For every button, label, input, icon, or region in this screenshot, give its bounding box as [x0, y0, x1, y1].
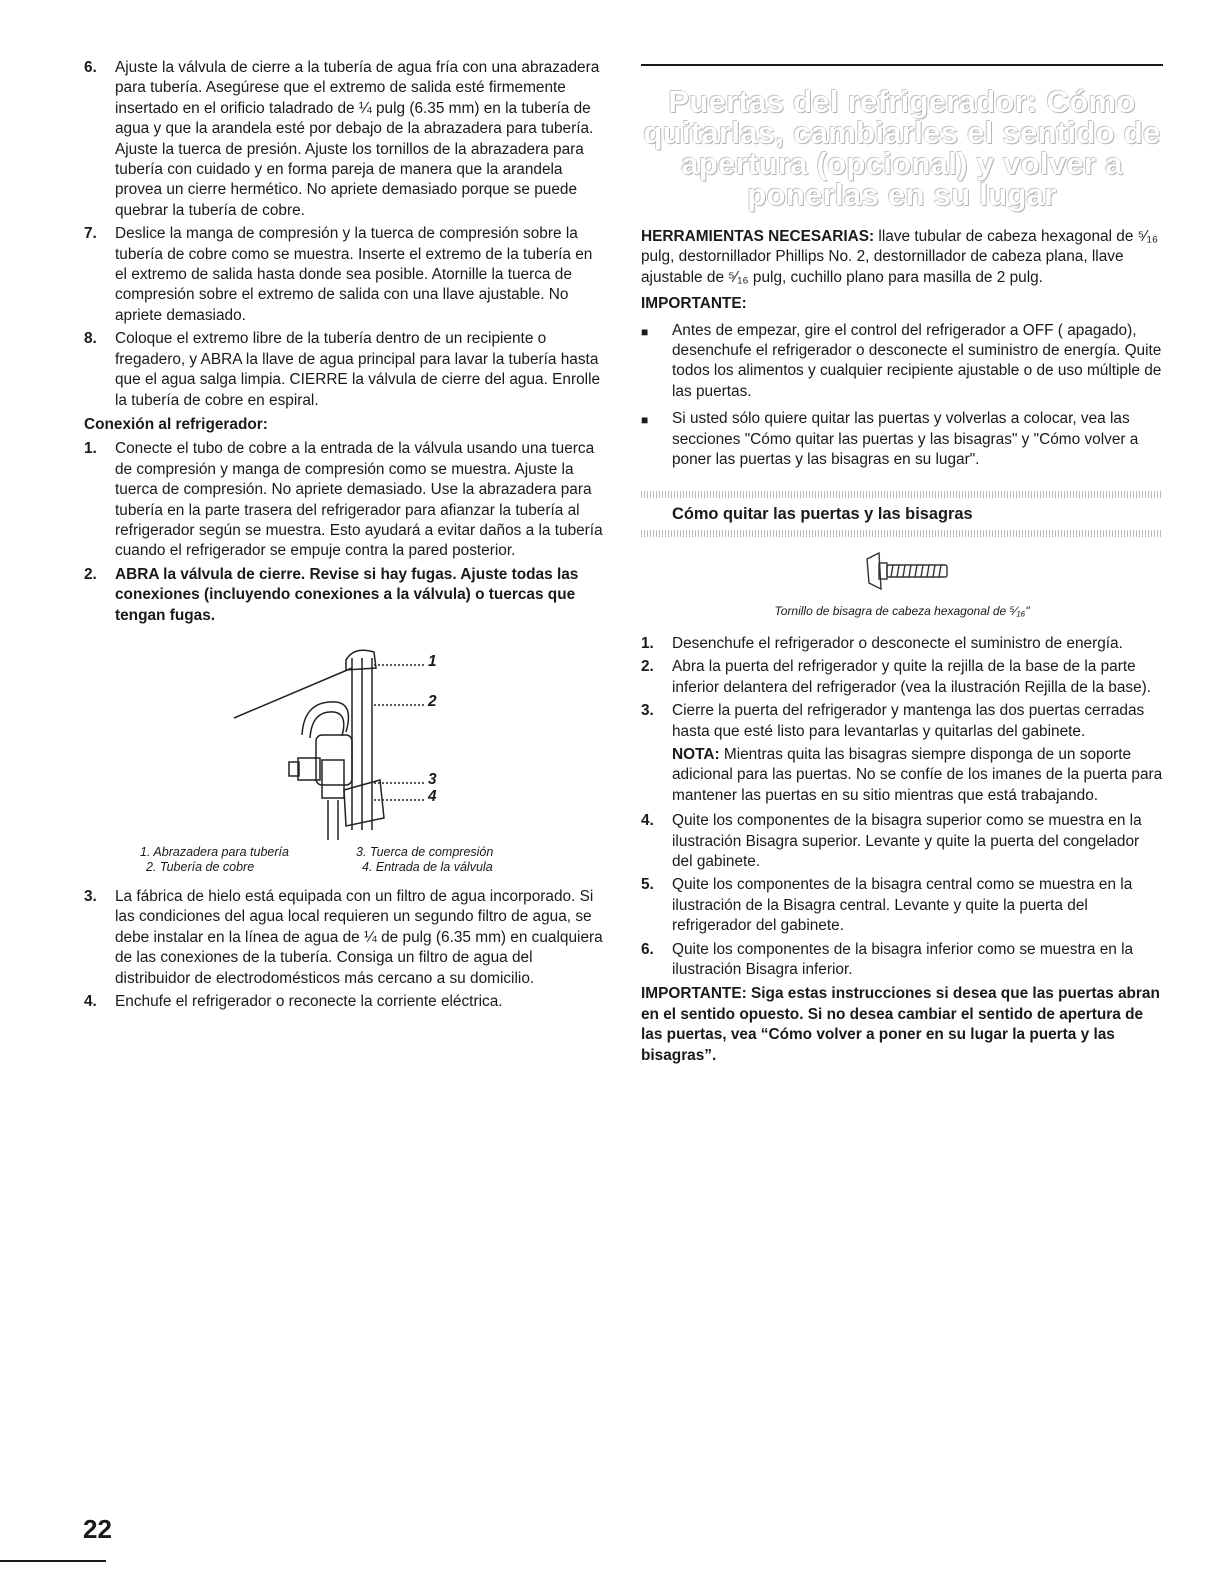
step-number: 3. [641, 702, 654, 720]
bullet-text: Antes de empezar, gire el control del refrigerador a OFF ( apagado), desenchufe el refrigerador o desconecte el suministro de energía. Quite todos los alimentos y cualquier recipiente ajustable o de uso múltiple de las puertas. [672, 321, 1162, 400]
caption-4: 4. Entrada de la válvula [362, 859, 493, 874]
section-divider-top [641, 491, 1163, 498]
step-number: 5. [641, 876, 654, 894]
figure-captions [140, 845, 604, 875]
step-text: Quite los componentes de la bisagra central como se muestra en la ilustración de la Bisagra central. Levante y quite la puerta del refrigerador del gabinete. [672, 876, 1133, 935]
step-text: Quite los componentes de la bisagra inferior como se muestra en la ilustración Bisagra inferior. [672, 940, 1134, 978]
connect-step-1 [84, 439, 604, 561]
left-column [84, 58, 604, 1015]
step-number: 8. [84, 330, 97, 348]
important-label: IMPORTANTE: [641, 295, 747, 313]
note-text: Mientras quita las bisagras siempre disponga de un soporte adicional para las puertas. No se confíe de los imanes de la puerta para mantener las puertas en su sitio mientras que está trabajando. [672, 745, 1163, 804]
step-number: 1. [641, 634, 654, 652]
connect-step-3 [84, 887, 604, 989]
screw-caption: Tornillo de bisagra de cabeza hexagonal de ⁵⁄₁₆" [774, 604, 1030, 619]
final-important: IMPORTANTE: Siga estas instrucciones si desea que las puertas abran en el sentido opuesto. Si no desea cambiar el sentido de apertura de las puertas, vea “Cómo volver a poner en su lugar la puerta y las bisagras”. [641, 985, 1160, 1064]
valve-illustration [84, 640, 604, 845]
step-7 [84, 224, 604, 326]
connect-step-4 [84, 992, 604, 1012]
step-number: 1. [84, 440, 97, 458]
callout-2: 2 [428, 692, 437, 710]
step-number: 2. [84, 565, 97, 583]
connect-step-2 [84, 565, 604, 626]
hinge-screw-illustration [641, 537, 1163, 603]
step-text: La fábrica de hielo está equipada con un filtro de agua incorporado. Si las condiciones del agua local requieren un segundo filtro de agua, se debe instalar en la línea de agua de ¼ de pulg (6.35 mm) en cualquiera de las conexiones de la tubería. Consiga un filtro de agua del distribuidor de electrodomésticos más cercano a su domicilio. [115, 887, 603, 987]
note-label: NOTA: [672, 745, 720, 763]
step-number: 2. [641, 658, 654, 676]
step-text: ABRA la válvula de cierre. Revise si hay fugas. Ajuste todas las conexiones (incluyendo conexiones a la válvula) o tuercas que tengan fugas. [115, 565, 579, 624]
step-text: Desenchufe el refrigerador o desconecte el suministro de energía. [672, 634, 1123, 652]
remove-step-5 [641, 875, 1163, 936]
remove-step-2 [641, 657, 1163, 698]
section-title: Puertas del refrigerador: Cómo quitarlas, cambiarles el sentido de apertura (opcional) y volver a ponerlas en su lugar [643, 84, 1161, 212]
bullet-square-icon: ■ [641, 413, 649, 428]
step-text: Enchufe el refrigerador o reconecte la corriente eléctrica. [115, 993, 503, 1010]
caption-2: 2. Tubería de cobre [146, 859, 255, 874]
step-text: Abra la puerta del refrigerador y quite la rejilla de la base de la parte inferior delantera del refrigerador (vea la ilustración Rejilla de la base). [672, 658, 1152, 696]
subheading-conexion: Conexión al refrigerador: [84, 415, 268, 433]
step-number: 4. [641, 812, 654, 830]
valve-diagram [84, 640, 604, 845]
step-number: 6. [641, 940, 654, 958]
step-number: 4. [84, 993, 97, 1010]
step-text: Ajuste la válvula de cierre a la tubería de agua fría con una abrazadera para tubería. Asegúrese que el extremo de salida esté firmemente insertado en el orificio taladrado de ¼ pulg (6.35 mm) en la tubería de agua y que la arandela esté por debajo de la abrazadera para tubería. Ajuste la tuerca de presión. Ajuste los tornillos de la abrazadera para tubería con cuidado y en forma pareja de manera que la arandela provea un cierre hermético. No apriete demasiado porque se puede quebrar la tubería de cobre. [115, 59, 600, 219]
caption-3: 3. Tuerca de compresión [356, 844, 494, 859]
callout-1: 1 [428, 652, 437, 670]
top-rule [641, 64, 1163, 66]
remove-step-6 [641, 940, 1163, 981]
tools-text: llave tubular de cabeza hexagonal de ⁵⁄₁₆ pulg, destornillador Phillips No. 2, destornillador de cabeza plana, llave ajustable de ⁵⁄₁₆ pulg, cuchillo plano para masilla de 2 pulg. [641, 228, 1159, 286]
step-text: Deslice la manga de compresión y la tuerca de compresión sobre la tubería de cobre como se muestra. Inserte el extremo de la tubería en el extremo de salida hasta donde sea posible. Atornille la tuerca de compresión sobre el extremo de salida con una llave ajustable. No apriete demasiado. [115, 225, 593, 324]
footer-rule [0, 1560, 106, 1562]
tools-paragraph [641, 227, 1163, 288]
section-divider-bottom [641, 530, 1163, 537]
page-number: 22 [83, 1514, 112, 1544]
remove-step-1 [641, 634, 1163, 654]
hex-screw-icon [641, 537, 1163, 603]
step-6 [84, 58, 604, 221]
step-8 [84, 329, 604, 411]
bullet-text: Si usted sólo quiere quitar las puertas y volverlas a colocar, vea las secciones "Cómo quitar las puertas y las bisagras" y "Cómo volver a poner las puertas y las bisagras en su lugar". [672, 410, 1139, 469]
tools-label: HERRAMIENTAS NECESARIAS: [641, 228, 875, 245]
bullet-square-icon: ■ [641, 324, 649, 339]
caption-col-1 [140, 845, 350, 875]
remove-step-3 [641, 701, 1163, 742]
caption-col-2 [356, 845, 566, 875]
step-text: Quite los componentes de la bisagra superior como se muestra en la ilustración Bisagra superior. Levante y quite la puerta del congelador del gabinete. [672, 812, 1142, 870]
bullet-item [641, 409, 1163, 470]
remove-step-4 [641, 811, 1163, 872]
section-heading: Cómo quitar las puertas y las bisagras [672, 505, 973, 524]
right-column [641, 64, 1163, 1066]
step-number: 7. [84, 225, 97, 243]
note-paragraph [672, 745, 1163, 806]
step-number: 3. [84, 887, 97, 905]
callout-4: 4 [428, 787, 437, 805]
step-text: Cierre la puerta del refrigerador y mantenga las dos puertas cerradas hasta que esté listo para levantarlas y quitarlas del gabinete. [672, 702, 1145, 740]
callout-3: 3 [428, 770, 437, 788]
step-text: Coloque el extremo libre de la tubería dentro de un recipiente o fregadero, y ABRA la llave de agua principal para lavar la tubería hasta que el agua salga limpia. CIERRE la válvula de cierre del agua. Enrolle la tubería de cobre en espiral. [115, 330, 601, 409]
caption-1: 1. Abrazadera para tubería [140, 844, 289, 859]
step-number: 6. [84, 59, 97, 76]
bullet-item [641, 321, 1163, 403]
step-text: Conecte el tubo de cobre a la entrada de la válvula usando una tuerca de compresión y manga de compresión como se muestra. Ajuste la tuerca de compresión. No apriete demasiado. Use la abrazadera para tubería en la parte trasera del refrigerador para afianzar la tubería al refrigerador según se muestra. Esto ayudará a evitar daños a la tubería cuando el refrigerador se empuje contra la pared posterior. [115, 440, 603, 560]
